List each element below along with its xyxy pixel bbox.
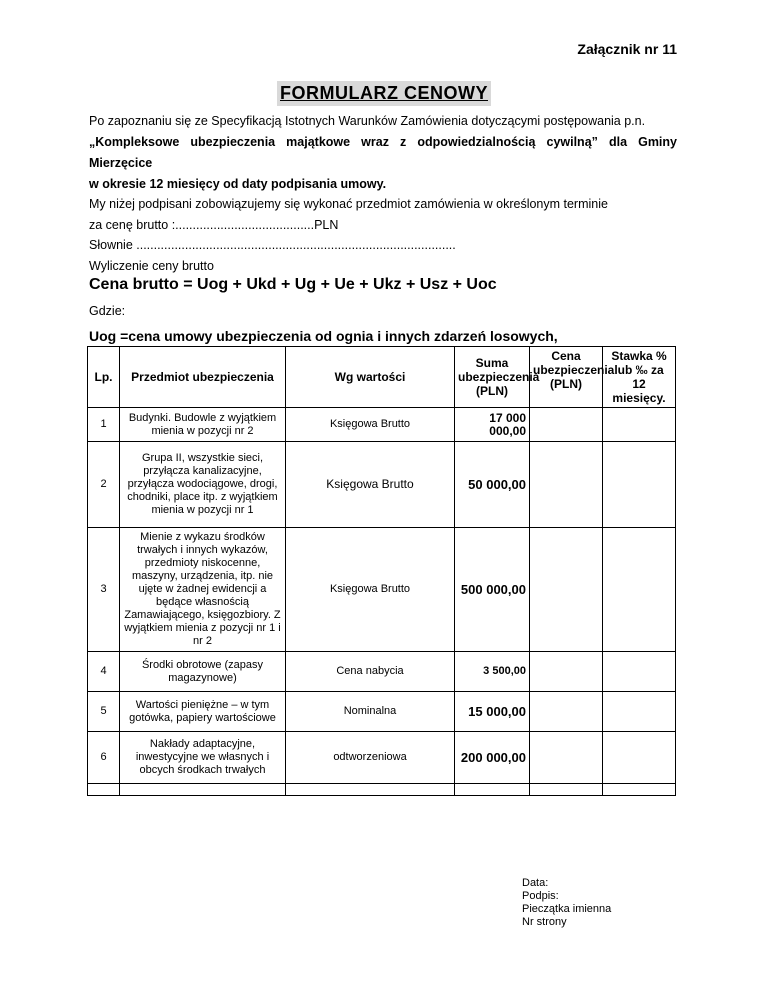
cell-price[interactable] — [530, 442, 603, 528]
annex-label: Załącznik nr 11 — [577, 41, 677, 57]
total-cell-subject — [120, 784, 286, 796]
cell-subject: Budynki. Budowle z wyjątkiem mienia w pozycji nr 2 — [120, 408, 286, 442]
cell-subject: Środki obrotowe (zapasy magazynowe) — [120, 652, 286, 692]
cell-price[interactable] — [530, 732, 603, 784]
cell-lp: 4 — [88, 652, 120, 692]
cell-rate[interactable] — [603, 408, 676, 442]
cell-value-basis: odtworzeniowa — [286, 732, 455, 784]
table-row — [88, 528, 676, 652]
table-total-row — [88, 784, 676, 796]
cell-lp: 1 — [88, 408, 120, 442]
signature-date: Data: — [522, 877, 549, 889]
price-formula: Cena brutto = Uog + Ukd + Ug + Ue + Ukz + Usz + Uoc — [89, 276, 497, 293]
col-header-lp: Lp. — [88, 347, 120, 408]
cell-sum-insured: 50 000,00 — [455, 442, 530, 528]
cell-rate[interactable] — [603, 692, 676, 732]
signature-block — [522, 877, 611, 929]
cell-sum-insured: 200 000,00 — [455, 732, 530, 784]
cell-price[interactable] — [530, 652, 603, 692]
signature-stamp: Pieczątka imienna — [522, 903, 612, 915]
intro-line-8: Wyliczenie ceny brutto — [89, 259, 214, 273]
signature-sign: Podpis: — [522, 890, 559, 902]
where-label: Gdzie: — [89, 304, 126, 318]
table-row — [88, 732, 676, 784]
cell-lp: 5 — [88, 692, 120, 732]
price-table — [87, 346, 676, 796]
cell-value-basis: Księgowa Brutto — [286, 442, 455, 528]
total-cell-sum — [455, 784, 530, 796]
cell-subject: Wartości pieniężne – w tym gotówka, papiery wartościowe — [120, 692, 286, 732]
cell-rate[interactable] — [603, 732, 676, 784]
signature-page: Nr strony — [522, 916, 567, 928]
table-row — [88, 408, 676, 442]
cell-price[interactable] — [530, 408, 603, 442]
uog-heading: Uog =cena umowy ubezpieczenia od ognia i innych zdarzeń losowych, — [89, 328, 558, 344]
cell-sum-insured: 500 000,00 — [455, 528, 530, 652]
col-header-rate: Stawka % lub ‰ za 12 miesięcy. — [603, 347, 676, 408]
total-cell-lp — [88, 784, 120, 796]
col-header-value-basis: Wg wartości — [286, 347, 455, 408]
cell-value-basis: Księgowa Brutto — [286, 528, 455, 652]
intro-line-1: Po zapoznaniu się ze Specyfikacją Istotnych Warunków Zamówienia dotyczącymi postępowania p.n. — [89, 114, 646, 128]
total-cell-value-basis — [286, 784, 455, 796]
cell-lp: 6 — [88, 732, 120, 784]
cell-value-basis: Cena nabycia — [286, 652, 455, 692]
cell-lp: 2 — [88, 442, 120, 528]
cell-sum-insured: 15 000,00 — [455, 692, 530, 732]
cell-subject: Mienie z wykazu środków trwałych i innych wykazów, przedmioty niskocenne, maszyny, urządzenia, itp. nie ujęte w żadnej ewidencji a będące własnością Zamawiającego, księgozbiory. Z wyjątkiem mienia z pozycji nr 1 i nr 2 — [120, 528, 286, 652]
table-row — [88, 442, 676, 528]
table-header-row — [88, 347, 676, 408]
col-header-price: Cena ubezpieczenia (PLN) — [530, 347, 603, 408]
table-row — [88, 692, 676, 732]
intro-line-5: My niżej podpisani zobowiązujemy się wykonać przedmiot zamówienia w określonym terminie — [89, 197, 608, 211]
table-row — [88, 652, 676, 692]
cell-rate[interactable] — [603, 442, 676, 528]
price-gross-line: za cenę brutto :........................................PLN — [89, 218, 339, 232]
total-cell-rate[interactable] — [603, 784, 676, 796]
cell-lp: 3 — [88, 528, 120, 652]
intro-line-4: w okresie 12 miesięcy od daty podpisania umowy. — [89, 177, 387, 191]
cell-value-basis: Nominalna — [286, 692, 455, 732]
cell-price[interactable] — [530, 528, 603, 652]
cell-value-basis: Księgowa Brutto — [286, 408, 455, 442]
cell-rate[interactable] — [603, 652, 676, 692]
col-header-subject: Przedmiot ubezpieczenia — [120, 347, 286, 408]
cell-subject: Grupa II, wszystkie sieci, przyłącza kanalizacyjne, przyłącza wodociągowe, drogi, chodniki, place itp. z wyjątkiem mienia w pozycji nr 1 — [120, 442, 286, 528]
intro-line-3: Mierzęcice — [89, 156, 153, 170]
cell-rate[interactable] — [603, 528, 676, 652]
intro-line-2: „Kompleksowe ubezpieczenia majątkowe wraz z odpowiedzialnością cywilną” dla Gminy — [89, 135, 677, 149]
cell-sum-insured: 17 000 000,00 — [455, 408, 530, 442]
total-cell-price[interactable] — [530, 784, 603, 796]
col-header-sum-insured: Suma ubezpieczenia (PLN) — [455, 347, 530, 408]
form-title — [0, 81, 768, 106]
cell-subject: Nakłady adaptacyjne, inwestycyjne we własnych i obcych środkach trwałych — [120, 732, 286, 784]
cell-price[interactable] — [530, 692, 603, 732]
price-words-line: Słownie ............................................................................................ — [89, 238, 456, 252]
cell-sum-insured: 3 500,00 — [455, 652, 530, 692]
form-title-text: FORMULARZ CENOWY — [277, 81, 491, 106]
